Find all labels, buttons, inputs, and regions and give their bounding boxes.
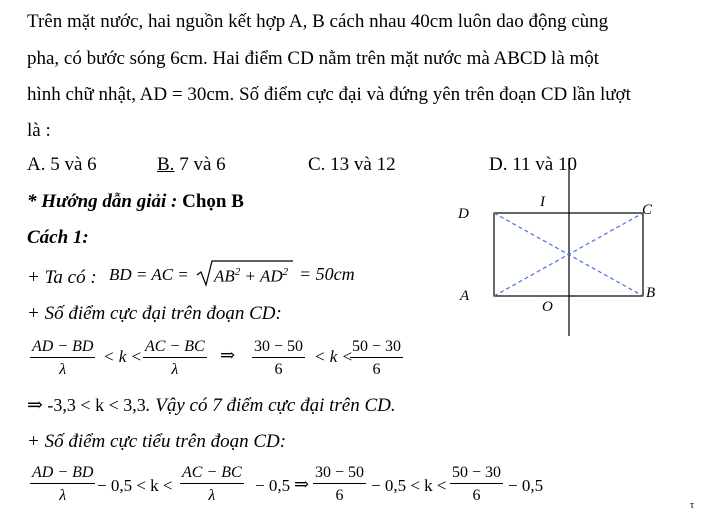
step1-ab-sup: 2 (234, 266, 241, 278)
frac2-num: AC − BC (143, 337, 207, 358)
label-a: A (460, 288, 470, 304)
option-a: A. 5 và 6 (27, 154, 97, 175)
frac8-num: 50 − 30 (450, 463, 503, 484)
result-range: -3,3 < k < 3,3 (42, 395, 146, 415)
fraction-ad-bd-2 (30, 463, 95, 506)
frac3-den: 6 (274, 361, 283, 378)
option-b-letter: B. (157, 154, 175, 175)
ineq-4: − 0,5 < k < (371, 476, 447, 495)
frac6-den: λ (208, 487, 216, 504)
fraction-30-50 (252, 337, 305, 380)
frac7-den: 6 (335, 487, 344, 504)
corner-mark: τ (690, 500, 695, 511)
problem-line-1: Trên mặt nước, hai nguồn kết hợp A, B cách nhau 40cm luôn dao động cùng (27, 11, 609, 32)
option-b (157, 149, 226, 180)
step1-plus: + (240, 266, 260, 286)
result-arrow: ⇒ (27, 395, 43, 416)
frac1-num: AD − BD (30, 337, 95, 358)
option-c: C. 13 và 12 (308, 154, 396, 175)
label-o: O (542, 299, 553, 315)
minus-half-2: − 0,5 (508, 476, 544, 495)
step2-heading: + Số điểm cực đại trên đoạn CD: (27, 303, 282, 324)
label-i: I (540, 194, 545, 210)
frac6-num: AC − BC (180, 463, 244, 484)
option-d: D. 11 và 10 (489, 154, 577, 175)
ineq-1: < k < (103, 347, 142, 366)
fraction-50-30-2 (450, 463, 503, 506)
step3-heading: + Số điểm cực tiểu trên đoạn CD: (27, 431, 287, 452)
frac1-den: λ (59, 361, 67, 378)
problem-line-3: hình chữ nhật, AD = 30cm. Số điểm cực đại và đứng yên trên đoạn CD lần lượt (27, 84, 631, 105)
frac5-den: λ (59, 487, 67, 504)
frac8-den: 6 (472, 487, 481, 504)
frac3-num: 30 − 50 (252, 337, 305, 358)
result-tail: . Vậy có 7 điểm cực đại trên CD. (145, 395, 396, 416)
method-heading: Cách 1: (27, 227, 89, 248)
step1-ab: AB (214, 266, 235, 286)
fraction-50-30 (350, 337, 403, 380)
frac2-den: λ (171, 361, 179, 378)
fraction-ac-bc-2 (180, 463, 244, 506)
ineq-3: − 0,5 < k < (97, 476, 173, 495)
minus-half-1: − 0,5 (255, 476, 291, 495)
label-c: C (642, 202, 653, 218)
fraction-ad-bd (30, 337, 95, 380)
rectangle-figure (450, 150, 690, 350)
problem-line-2: pha, có bước sóng 6cm. Hai điểm CD nằm trên mặt nước mà ABCD là một (27, 48, 600, 69)
frac4-den: 6 (372, 361, 381, 378)
implies-1: ⇒ (220, 345, 236, 365)
frac4-num: 50 − 30 (350, 337, 403, 358)
solution-heading-label: * Hướng dẫn giải : (27, 191, 178, 212)
implies-2: ⇒ (294, 474, 310, 494)
label-d: D (458, 206, 469, 222)
ineq-2: < k < (314, 347, 353, 366)
solution-choice: Chọn B (177, 191, 244, 212)
option-b-text: 7 và 6 (174, 154, 226, 175)
solution-heading (27, 186, 244, 217)
step1-sqrt-content (214, 266, 288, 287)
step1-rhs: = 50cm (299, 264, 355, 284)
step1-prefix: + Ta có : (27, 267, 97, 288)
step1-lhs: BD = AC = (109, 265, 189, 284)
result-line (27, 390, 396, 421)
frac7-num: 30 − 50 (313, 463, 366, 484)
problem-line-4: là : (27, 120, 51, 141)
step1-ad-sup: 2 (282, 266, 289, 278)
label-b: B (646, 285, 656, 301)
fraction-30-50-2 (313, 463, 366, 506)
step1-ad: AD (259, 266, 283, 286)
fraction-ac-bc (143, 337, 207, 380)
frac5-num: AD − BD (30, 463, 95, 484)
